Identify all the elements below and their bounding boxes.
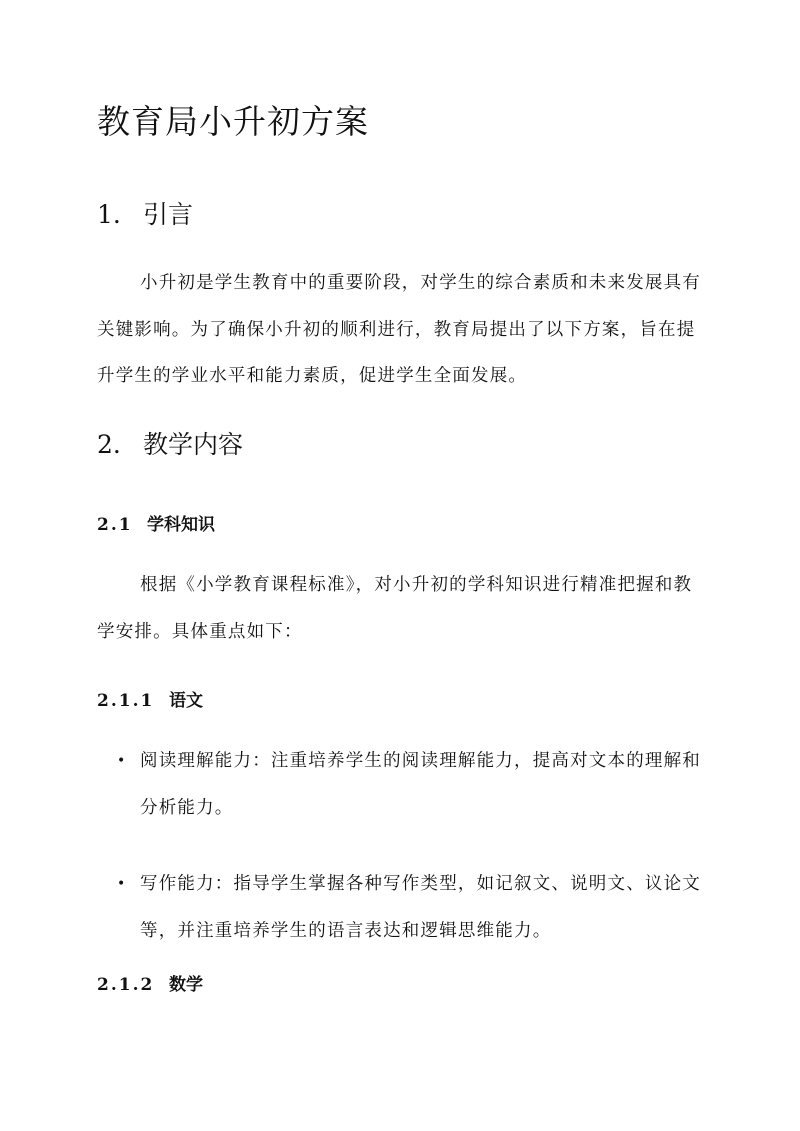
list-item bbox=[97, 738, 707, 831]
subject-knowledge-paragraph: 根据《小学教育课程标准》，对小升初的学科知识进行精准把握和教学安排。具体重点如下： bbox=[97, 575, 693, 642]
list-item-text: 阅读理解能力：注重培养学生的阅读理解能力，提高对文本的理解和分析能力。 bbox=[140, 751, 701, 818]
chinese-bullet-list bbox=[97, 738, 707, 954]
subsection-number: 2.1 bbox=[97, 515, 133, 535]
subsubsection-number: 2.1.1 bbox=[97, 691, 155, 711]
section-number: 1. bbox=[97, 200, 121, 229]
list-item-text: 写作能力：指导学生掌握各种写作类型，如记叙文、说明文、议论文等，并注重培养学生的语言表达和逻辑思维能力。 bbox=[140, 874, 701, 941]
section-heading-teaching-content bbox=[97, 425, 243, 461]
subsubsection-number: 2.1.2 bbox=[97, 975, 155, 995]
section-title: 教学内容 bbox=[143, 430, 244, 459]
bullet-icon: • bbox=[117, 876, 127, 892]
subsection-heading-subject-knowledge bbox=[97, 510, 215, 535]
subsubsection-heading-chinese bbox=[97, 686, 203, 711]
subsubsection-title: 语文 bbox=[169, 691, 203, 711]
list-item bbox=[97, 861, 707, 954]
section-title: 引言 bbox=[143, 200, 194, 229]
bullet-icon: • bbox=[117, 753, 127, 769]
subsubsection-title: 数学 bbox=[169, 975, 203, 995]
document-title: 教育局小升初方案 bbox=[97, 102, 369, 141]
section-number: 2. bbox=[97, 430, 121, 459]
section-heading-introduction bbox=[97, 195, 193, 231]
introduction-paragraph: 小升初是学生教育中的重要阶段，对学生的综合素质和未来发展具有关键影响。为了确保小升初的顺利进行，教育局提出了以下方案，旨在提升学生的学业水平和能力素质，促进学生全面发展。 bbox=[97, 273, 701, 386]
subsubsection-heading-math bbox=[97, 970, 203, 995]
subsection-title: 学科知识 bbox=[147, 515, 215, 535]
